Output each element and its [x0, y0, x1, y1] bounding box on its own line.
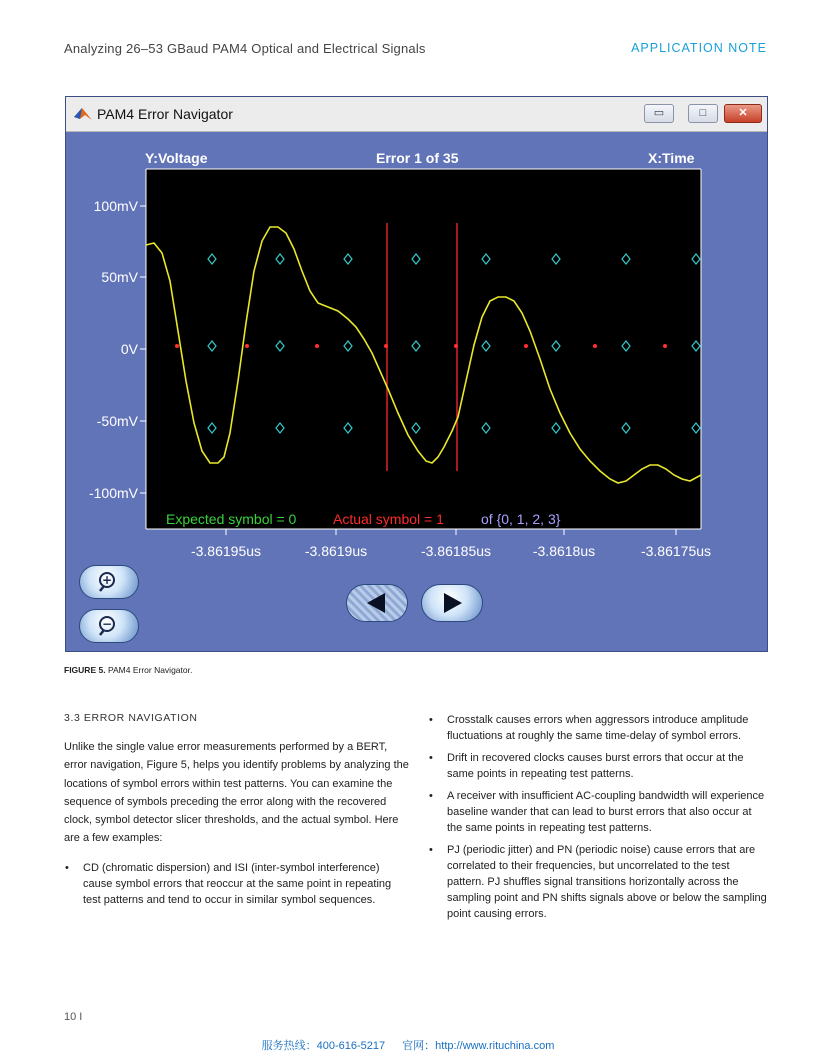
- symbol-set-label: of {0, 1, 2, 3}: [481, 511, 561, 527]
- y-tick-label: -50mV: [96, 413, 138, 429]
- x-tick-label: -3.86195us: [190, 543, 262, 559]
- previous-error-button[interactable]: [346, 584, 408, 622]
- list-item: • A receiver with insufficient AC-coupling bandwidth will experience baseline wander that can lead to burst errors that also occur at the same points in repeating test patterns.: [428, 788, 768, 836]
- maximize-icon: □: [699, 107, 707, 119]
- website-link[interactable]: 官网：http://www.rituchina.com: [402, 1040, 555, 1052]
- minimize-button[interactable]: [644, 104, 674, 123]
- zoom-out-glyph: −: [101, 617, 113, 631]
- document-header-title: Analyzing 26–53 GBaud PAM4 Optical and Electrical Signals: [64, 41, 426, 56]
- close-button[interactable]: [724, 104, 762, 123]
- list-item: • CD (chromatic dispersion) and ISI (inter-symbol interference) cause symbol errors that reoccur at the same point in repeating test patterns and tend to occur in similar symbol sequences.: [64, 860, 409, 908]
- left-column: [64, 712, 409, 914]
- x-tick-label: -3.86185us: [420, 543, 492, 559]
- matlab-app-icon: [73, 105, 93, 123]
- zoom-in-glyph: +: [101, 573, 113, 587]
- error-counter: Error 1 of 35: [376, 150, 459, 166]
- y-tick-label: -100mV: [88, 485, 138, 501]
- minimize-icon: ▭: [653, 107, 665, 119]
- close-icon: ✕: [738, 107, 748, 119]
- maximize-button[interactable]: [688, 104, 718, 123]
- zoom-out-button[interactable]: [79, 609, 139, 643]
- actual-symbol-label: Actual symbol = 1: [333, 511, 444, 527]
- section-heading: 3.3 ERROR NAVIGATION: [64, 712, 198, 724]
- list-item: • Drift in recovered clocks causes burst errors that occur at the same points in repeating test patterns.: [428, 750, 768, 782]
- expected-symbol-label: Expected symbol = 0: [166, 511, 297, 527]
- list-item: • PJ (periodic jitter) and PN (periodic noise) cause errors that are correlated to their frequencies, but uncorrelated to the test pattern. PJ shuffles signal transitions horizontally across the sampling point and PN shifts signals above or below the sampling point causing errors.: [428, 842, 768, 922]
- y-axis-label: Y:Voltage: [145, 150, 208, 166]
- window-titlebar: [66, 97, 767, 132]
- y-tick-label: 0V: [120, 341, 138, 357]
- zoom-out-icon: [80, 610, 138, 642]
- arrow-right-icon: [422, 585, 482, 621]
- figure-caption-text: PAM4 Error Navigator.: [107, 665, 193, 675]
- y-tick-label: 100mV: [93, 198, 138, 214]
- plot-area: [146, 169, 701, 529]
- arrow-left-icon: [347, 585, 407, 621]
- next-error-button[interactable]: [421, 584, 483, 622]
- bullet-list-left: [64, 860, 409, 908]
- x-tick-label: -3.86175us: [640, 543, 712, 559]
- page-number: 10 I: [64, 1011, 83, 1023]
- waveform-plot: [66, 131, 767, 551]
- x-axis-label: X:Time: [648, 150, 695, 166]
- hotline-text: 服务热线：400-616-5217: [261, 1040, 386, 1052]
- figure-caption-label: FIGURE 5.: [64, 665, 106, 675]
- intro-paragraph: Unlike the single value error measurements performed by a BERT, error navigation, Figure 5, helps you identify problems by analyzing the locations of symbol errors within test patterns. You can examine the sequence of symbols preceding the error along with the recovered clock, symbol detector slicer thresholds, and the actual symbol. Here are a few examples:: [64, 741, 409, 845]
- right-column: [428, 712, 768, 928]
- y-tick-label: 50mV: [101, 269, 138, 285]
- window-title: PAM4 Error Navigator: [97, 106, 233, 122]
- x-tick-label: -3.8619us: [304, 543, 368, 559]
- figure-caption: [64, 665, 192, 675]
- error-navigator-window: [65, 96, 768, 652]
- list-item: • Crosstalk causes errors when aggressors introduce amplitude fluctuations at roughly the same time-delay of symbol errors.: [428, 712, 768, 744]
- document-type-label: APPLICATION NOTE: [631, 41, 767, 55]
- footer-contact: [0, 1037, 816, 1053]
- zoom-in-icon: [80, 566, 138, 598]
- x-tick-label: -3.8618us: [532, 543, 596, 559]
- bullet-list-right: [428, 712, 768, 922]
- zoom-in-button[interactable]: [79, 565, 139, 599]
